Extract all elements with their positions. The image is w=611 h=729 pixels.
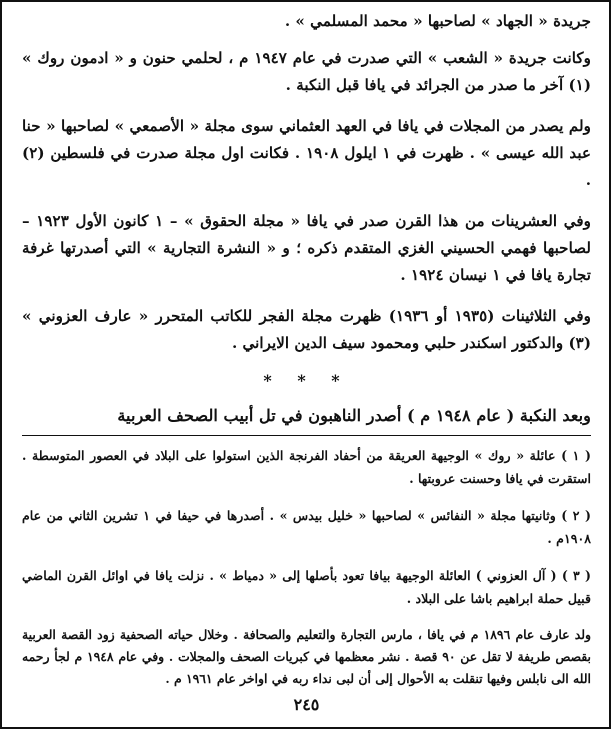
paragraph-thirties: وفي الثلاثينات (١٩٣٥ أو ١٩٣٦) ظهرت مجلة الفجر للكاتب المتحرر « عارف العزوني » (٣) والدكتور اسكندر حلبي ومحمود سيف الدين الايراني . [22, 307, 591, 352]
paragraph-twenties: وفي العشرينات من هذا القرن صدر في يافا « مجلة الحقوق » – ١ كانون الأول ١٩٢٣ – لصاحبها فهمي الحسيني الغزي المتقدم ذكره ؛ و « النشرة التجارية » التي أصدرتها غرفة تجارة يافا في ١ نيسان ١٩٢٤ . [22, 212, 591, 284]
footnote-biography: ولد عارف عام ١٨٩٦ م في يافا ، مارس التجارة والتعليم والصحافة . وخلال حياته الصحفية زود القصة العربية بقصص طريفة لا تقل عن ٩٠ قصة . نشر معظمها في كبريات الصحف والمجلات . وفي عام ١٩٤٨ م لجأ رحمه الله الى نابلس وفيها تنقلت به الأحوال إلى أن لبى نداء ربه في اواخر عام ١٩٦١ م . [22, 627, 591, 686]
footnote-1: ( ١ ) عائلة « روك » الوجيهة العريقة من أحفاد الفرنجة الذين استولوا على البلاد في العصور المتوسطة . استقرت في يافا وحسنت عروبتها . [22, 448, 591, 486]
section-heading: وبعد النكبة ( عام ١٩٤٨ م ) أصدر الناهبون في تل أبيب الصحف العربية [117, 406, 591, 425]
footnote-3: ( ٣ ) ( آل العزوني ) العائلة الوجيهة بيافا تعود بأصلها إلى « دمياط » . نزلت يافا في اوائل القرن الماضي قبيل حملة ابراهيم باشا على البلاد . [22, 568, 592, 606]
book-page [22, 8, 591, 721]
body-text [22, 8, 591, 357]
section-separator: * * * [263, 371, 350, 390]
footnotes [22, 444, 591, 690]
paragraph-jihad: جريدة « الجهاد » لصاحبها « محمد المسلمي » . [284, 12, 591, 30]
footnote-rule [22, 435, 591, 436]
paragraph-asmai: ولم يصدر من المجلات في يافا في العهد العثماني سوى مجلة « الأصمعي » لصاحبها « حنا عبد الله عيسى » . ظهرت في ١ ايلول ١٩٠٨ . فكانت اول مجلة صدرت في فلسطين (٢) . [22, 117, 591, 189]
page-number: ٢٤٥ [293, 695, 320, 714]
paragraph-shaab: وكانت جريدة « الشعب » التي صدرت في عام ١٩٤٧ م ، لحلمي حنون و « ادمون روك » (١) آخر ما صدر من الجرائد في يافا قبل النكبة . [22, 49, 591, 94]
footnote-2: ( ٢ ) وثانيتها مجلة « النفائس » لصاحبها « خليل بيدس » . أصدرها في حيفا في ١ تشرين الثاني من عام ١٩٠٨م . [22, 508, 591, 546]
